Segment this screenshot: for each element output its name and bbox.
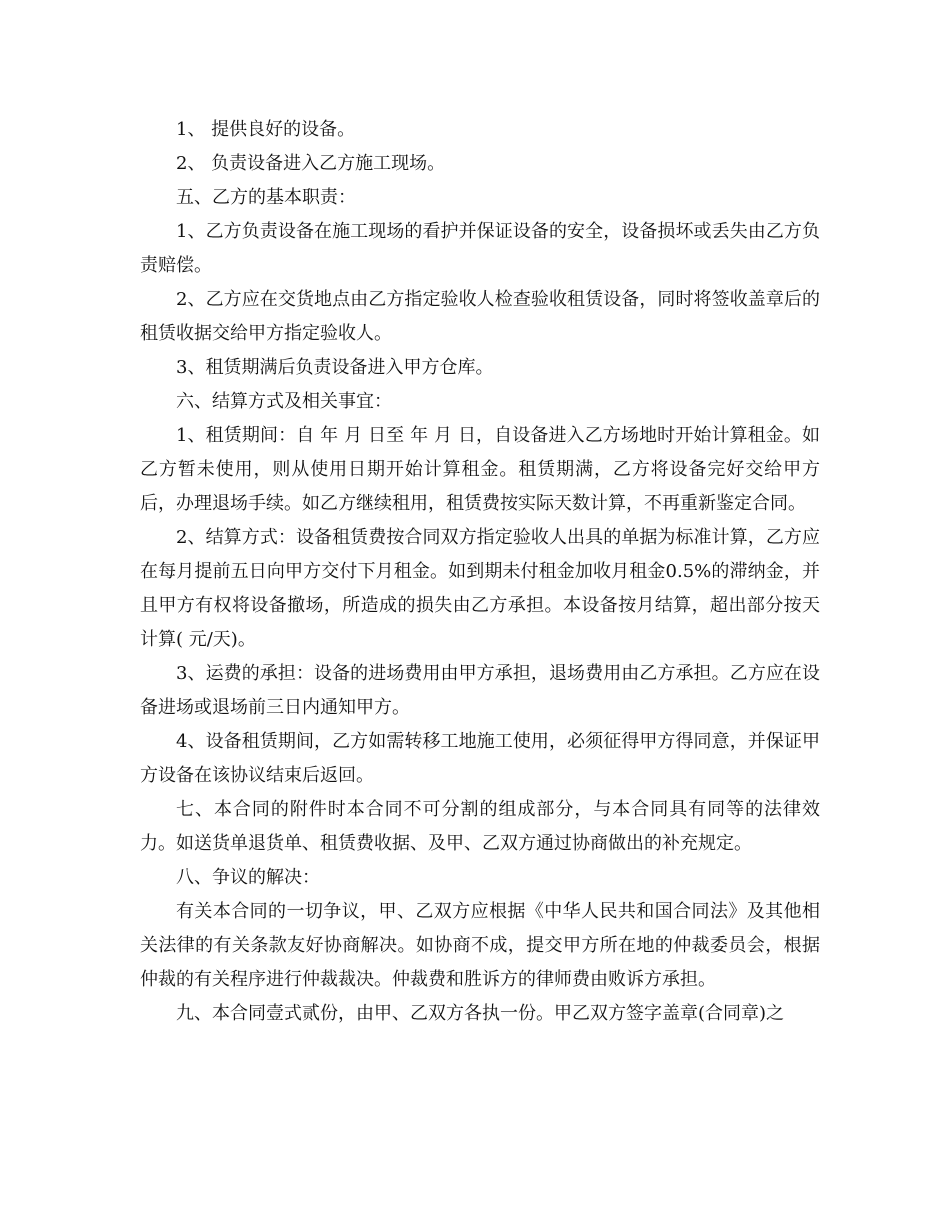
- section-heading-8: 八、争议的解决：: [176, 867, 320, 888]
- section-heading-5: 五、乙方的基本职责：: [176, 187, 356, 208]
- paragraph-5: 2、乙方应在交货地点由乙方指定验收人检查验收租赁设备，同时将签收盖章后的租赁收据交给甲方指定验收人。: [140, 289, 820, 344]
- paragraph-4: 1、乙方负责设备在施工现场的看护并保证设备的安全，设备损坏或丢失由乙方负责赔偿。: [140, 221, 820, 276]
- paragraph-9: 2、结算方式：设备租赁费按合同双方指定验收人出具的单据为标准计算，乙方应在每月提前五日向甲方交付下月租金。如到期未付租金加收月租金0.5%的滞纳金，并且甲方有权将设备撤场，所造成的损失由乙方承担。本设备按月结算，超出部分按天计算( 元/天)。: [140, 527, 820, 650]
- document-body: [140, 113, 820, 1031]
- paragraph-10: 3、运费的承担：设备的进场费用由甲方承担，退场费用由乙方承担。乙方应在设备进场或退场前三日内通知甲方。: [140, 663, 820, 718]
- paragraph-12: 七、本合同的附件时本合同不可分割的组成部分，与本合同具有同等的法律效力。如送货单退货单、租赁费收据、及甲、乙双方通过协商做出的补充规定。: [140, 799, 820, 854]
- paragraph-15: 九、本合同壹式贰份，由甲、乙双方各执一份。甲乙双方签字盖章(合同章)之: [176, 1003, 785, 1024]
- paragraph-6: 3、租赁期满后负责设备进入甲方仓库。: [176, 357, 494, 378]
- section-heading-6: 六、结算方式及相关事宜：: [176, 391, 392, 412]
- paragraph-1: 1、 提供良好的设备。: [176, 119, 356, 140]
- paragraph-2: 2、 负责设备进入乙方施工现场。: [176, 153, 446, 174]
- paragraph-8: 1、租赁期间：自 年 月 日至 年 月 日，自设备进入乙方场地时开始计算租金。如乙方暂未使用，则从使用日期开始计算租金。租赁期满，乙方将设备完好交给甲方后，办理退场手续。如乙方继续租用，租赁费按实际天数计算，不再重新鉴定合同。: [140, 425, 820, 514]
- paragraph-14: 有关本合同的一切争议，甲、乙双方应根据《中华人民共和国合同法》及其他相关法律的有关条款友好协商解决。如协商不成，提交甲方所在地的仲裁委员会，根据仲裁的有关程序进行仲裁裁决。仲裁费和胜诉方的律师费由败诉方承担。: [140, 901, 820, 990]
- paragraph-11: 4、设备租赁期间，乙方如需转移工地施工使用，必须征得甲方得同意，并保证甲方设备在该协议结束后返回。: [140, 731, 820, 786]
